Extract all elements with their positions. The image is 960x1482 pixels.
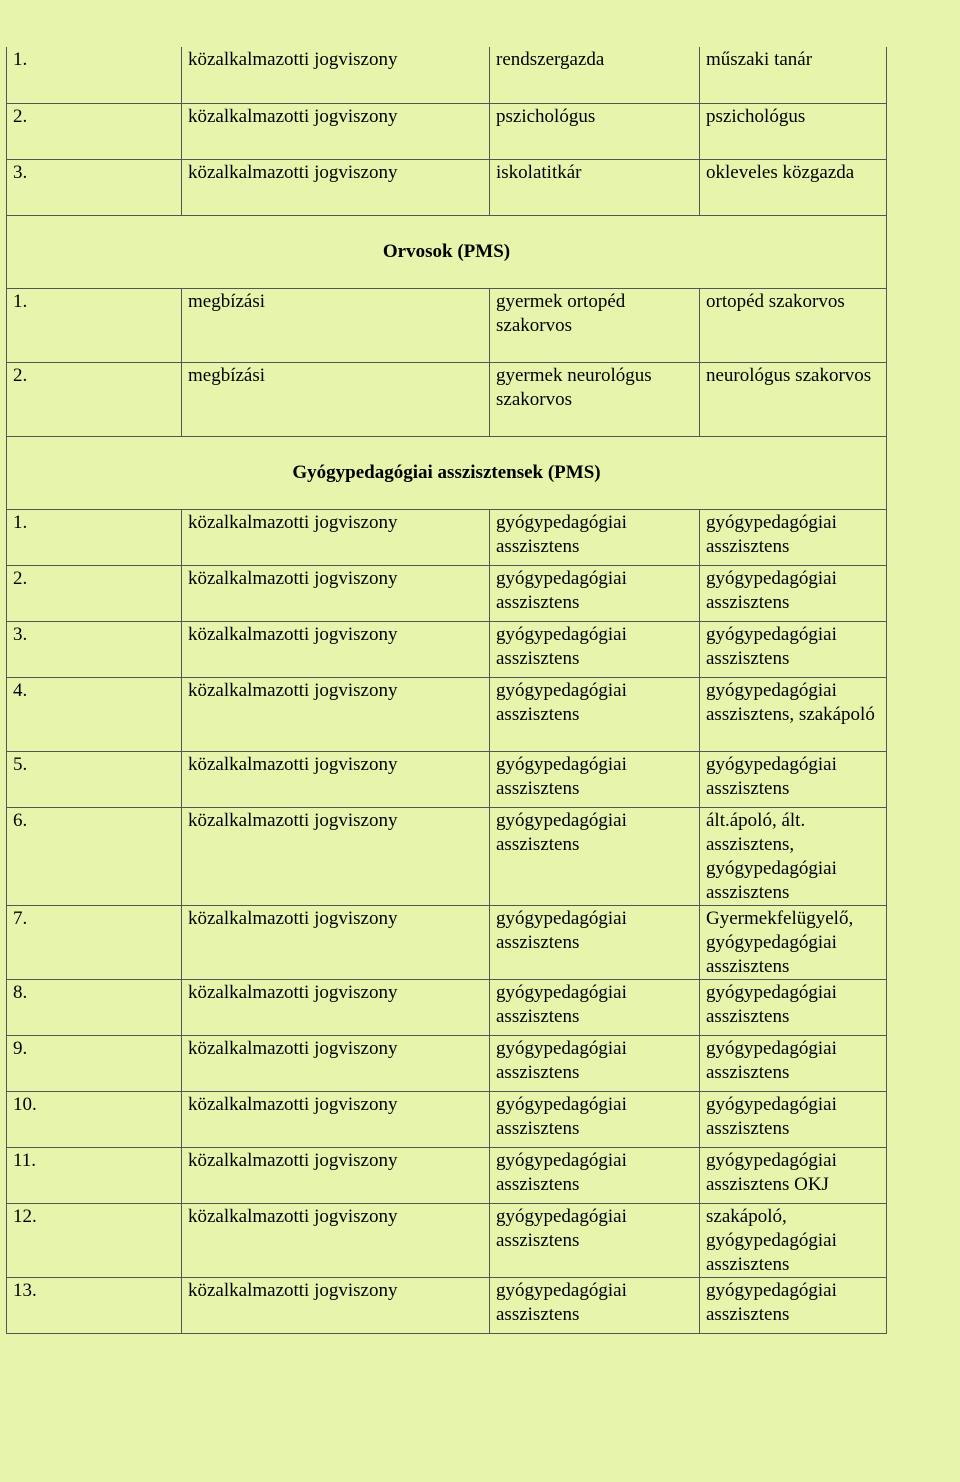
qualification: gyógypedagógiai asszisztens <box>700 1035 887 1091</box>
row-number: 7. <box>7 905 182 979</box>
position: gyógypedagógiai asszisztens <box>490 1203 700 1277</box>
position: gyógypedagógiai asszisztens <box>490 979 700 1035</box>
row-number: 1. <box>7 47 182 103</box>
section-title-assistants: Gyógypedagógiai asszisztensek (PMS) <box>7 436 887 509</box>
employment-type: közalkalmazotti jogviszony <box>182 621 490 677</box>
employment-type: közalkalmazotti jogviszony <box>182 1203 490 1277</box>
position: iskolatitkár <box>490 159 700 215</box>
position: gyógypedagógiai asszisztens <box>490 1035 700 1091</box>
row-number: 5. <box>7 751 182 807</box>
position: gyógypedagógiai asszisztens <box>490 905 700 979</box>
row-number: 6. <box>7 807 182 905</box>
employment-type: közalkalmazotti jogviszony <box>182 807 490 905</box>
table-row <box>7 47 887 103</box>
position: gyógypedagógiai asszisztens <box>490 677 700 751</box>
row-number: 4. <box>7 677 182 751</box>
table-row <box>7 905 887 979</box>
table-row <box>7 288 887 362</box>
employment-type: megbízási <box>182 288 490 362</box>
qualification: okleveles közgazda <box>700 159 887 215</box>
qualification: gyógypedagógiai asszisztens <box>700 1277 887 1333</box>
employment-type: közalkalmazotti jogviszony <box>182 47 490 103</box>
section-header-row <box>7 215 887 288</box>
table-row <box>7 103 887 159</box>
qualification: gyógypedagógiai asszisztens <box>700 979 887 1035</box>
employment-type: közalkalmazotti jogviszony <box>182 509 490 565</box>
row-number: 10. <box>7 1091 182 1147</box>
position: gyermek neurológus szakorvos <box>490 362 700 436</box>
table-row <box>7 751 887 807</box>
table-row <box>7 1091 887 1147</box>
table-row <box>7 565 887 621</box>
qualification: gyógypedagógiai asszisztens <box>700 1091 887 1147</box>
position: gyógypedagógiai asszisztens <box>490 565 700 621</box>
table-row <box>7 1277 887 1333</box>
row-number: 2. <box>7 362 182 436</box>
employment-type: közalkalmazotti jogviszony <box>182 1035 490 1091</box>
row-number: 1. <box>7 288 182 362</box>
qualification: műszaki tanár <box>700 47 887 103</box>
employment-type: közalkalmazotti jogviszony <box>182 103 490 159</box>
employment-type: közalkalmazotti jogviszony <box>182 751 490 807</box>
section-title-doctors: Orvosok (PMS) <box>7 215 887 288</box>
row-number: 2. <box>7 103 182 159</box>
position: gyógypedagógiai asszisztens <box>490 1147 700 1203</box>
row-number: 12. <box>7 1203 182 1277</box>
table-row <box>7 1147 887 1203</box>
row-number: 8. <box>7 979 182 1035</box>
position: gyógypedagógiai asszisztens <box>490 1277 700 1333</box>
table-row <box>7 621 887 677</box>
position: pszichológus <box>490 103 700 159</box>
position: gyógypedagógiai asszisztens <box>490 751 700 807</box>
position: gyógypedagógiai asszisztens <box>490 509 700 565</box>
table-row <box>7 979 887 1035</box>
qualification: gyógypedagógiai asszisztens <box>700 565 887 621</box>
employment-type: közalkalmazotti jogviszony <box>182 979 490 1035</box>
qualification: gyógypedagógiai asszisztens <box>700 751 887 807</box>
table-row <box>7 1035 887 1091</box>
row-number: 9. <box>7 1035 182 1091</box>
employment-type: közalkalmazotti jogviszony <box>182 1147 490 1203</box>
qualification: gyógypedagógiai asszisztens <box>700 621 887 677</box>
qualification: ortopéd szakorvos <box>700 288 887 362</box>
qualification: szakápoló, gyógypedagógiai asszisztens <box>700 1203 887 1277</box>
employment-type: közalkalmazotti jogviszony <box>182 1277 490 1333</box>
qualification: neurológus szakorvos <box>700 362 887 436</box>
position: gyógypedagógiai asszisztens <box>490 807 700 905</box>
employment-type: megbízási <box>182 362 490 436</box>
table-row <box>7 159 887 215</box>
employment-type: közalkalmazotti jogviszony <box>182 905 490 979</box>
qualification: gyógypedagógiai asszisztens <box>700 509 887 565</box>
position: gyógypedagógiai asszisztens <box>490 1091 700 1147</box>
section-header-row <box>7 436 887 509</box>
employment-type: közalkalmazotti jogviszony <box>182 1091 490 1147</box>
row-number: 13. <box>7 1277 182 1333</box>
row-number: 3. <box>7 159 182 215</box>
row-number: 3. <box>7 621 182 677</box>
qualification: ált.ápoló, ált. asszisztens, gyógypedagógiai asszisztens <box>700 807 887 905</box>
qualification: Gyermekfelügyelő, gyógypedagógiai asszisztens <box>700 905 887 979</box>
row-number: 1. <box>7 509 182 565</box>
position: rendszergazda <box>490 47 700 103</box>
staff-table <box>6 47 887 1334</box>
qualification: gyógypedagógiai asszisztens, szakápoló <box>700 677 887 751</box>
row-number: 2. <box>7 565 182 621</box>
position: gyógypedagógiai asszisztens <box>490 621 700 677</box>
employment-type: közalkalmazotti jogviszony <box>182 159 490 215</box>
employment-type: közalkalmazotti jogviszony <box>182 677 490 751</box>
table-row <box>7 362 887 436</box>
table-row <box>7 509 887 565</box>
row-number: 11. <box>7 1147 182 1203</box>
employment-type: közalkalmazotti jogviszony <box>182 565 490 621</box>
table-row <box>7 677 887 751</box>
qualification: pszichológus <box>700 103 887 159</box>
position: gyermek ortopéd szakorvos <box>490 288 700 362</box>
table-row <box>7 1203 887 1277</box>
qualification: gyógypedagógiai asszisztens OKJ <box>700 1147 887 1203</box>
table-row <box>7 807 887 905</box>
